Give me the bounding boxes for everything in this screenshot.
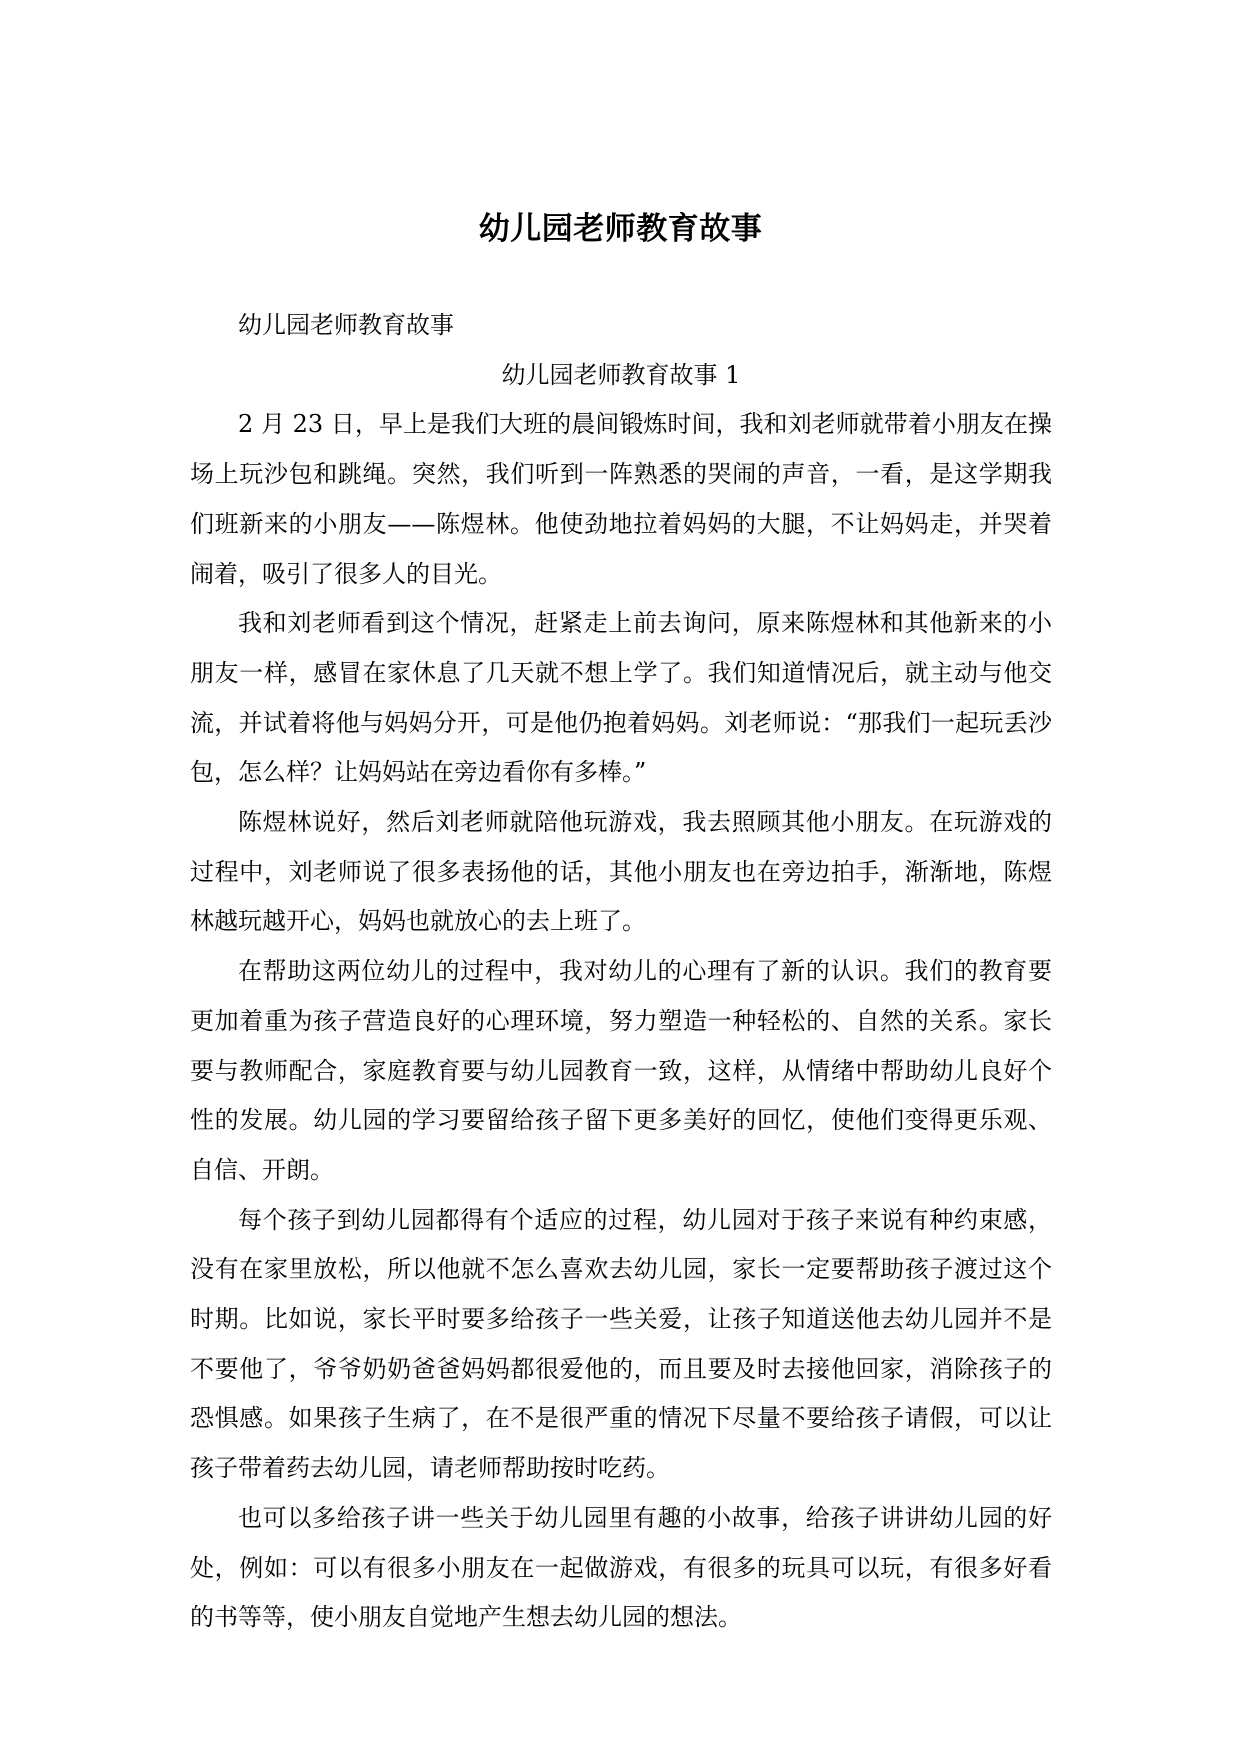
body-paragraph: 也可以多给孩子讲一些关于幼儿园里有趣的小故事，给孩子讲讲幼儿园的好处，例如：可以有很多小朋友在一起做游戏，有很多的玩具可以玩，有很多好看的书等等，使小朋友自觉地产生想去幼儿园的想法。 — [190, 1503, 1052, 1632]
body-paragraph: 每个孩子到幼儿园都得有个适应的过程，幼儿园对于孩子来说有种约束感，没有在家里放松，所以他就不怎么喜欢去幼儿园，家长一定要帮助孩子渡过这个时期。比如说，家长平时要多给孩子一些关爱，让孩子知道送他去幼儿园并不是不要他了，爷爷奶奶爸爸妈妈都很爱他的，而且要及时去接他回家，消除孩子的恐惧感。如果孩子生病了，在不是很严重的情况下尽量不要给孩子请假，可以让孩子带着药去幼儿园，请老师帮助按时吃药。 — [190, 1205, 1052, 1483]
document-body — [190, 301, 1052, 1643]
document-title: 幼儿园老师教育故事 — [478, 210, 763, 247]
body-paragraph: 在帮助这两位幼儿的过程中，我对幼儿的心理有了新的认识。我们的教育要更加着重为孩子营造良好的心理环境，努力塑造一种轻松的、自然的关系。家长要与教师配合，家庭教育要与幼儿园教育一致，这样，从情绪中帮助幼儿良好个性的发展。幼儿园的学习要留给孩子留下更多美好的回忆，使他们变得更乐观、自信、开朗。 — [190, 957, 1052, 1184]
section-heading: 幼儿园老师教育故事 1 — [501, 360, 741, 389]
intro-heading: 幼儿园老师教育故事 — [238, 311, 454, 339]
body-paragraph: 陈煜林说好，然后刘老师就陪他玩游戏，我去照顾其他小朋友。在玩游戏的过程中，刘老师说了很多表扬他的话，其他小朋友也在旁边拍手，渐渐地，陈煜林越玩越开心，妈妈也就放心的去上班了。 — [190, 808, 1052, 936]
body-paragraph: 我和刘老师看到这个情况，赶紧走上前去询问，原来陈煜林和其他新来的小朋友一样，感冒在家休息了几天就不想上学了。我们知道情况后，就主动与他交流，并试着将他与妈妈分开，可是他仍抱着妈妈。刘老师说：“那我们一起玩丢沙包，怎么样？让妈妈站在旁边看你有多棒。” — [190, 609, 1052, 787]
body-paragraph: 2 月 23 日，早上是我们大班的晨间锻炼时间，我和刘老师就带着小朋友在操场上玩沙包和跳绳。突然，我们听到一阵熟悉的哭闹的声音，一看，是这学期我们班新来的小朋友——陈煜林。他使劲地拉着妈妈的大腿，不让妈妈走，并哭着闹着，吸引了很多人的目光。 — [190, 410, 1052, 588]
